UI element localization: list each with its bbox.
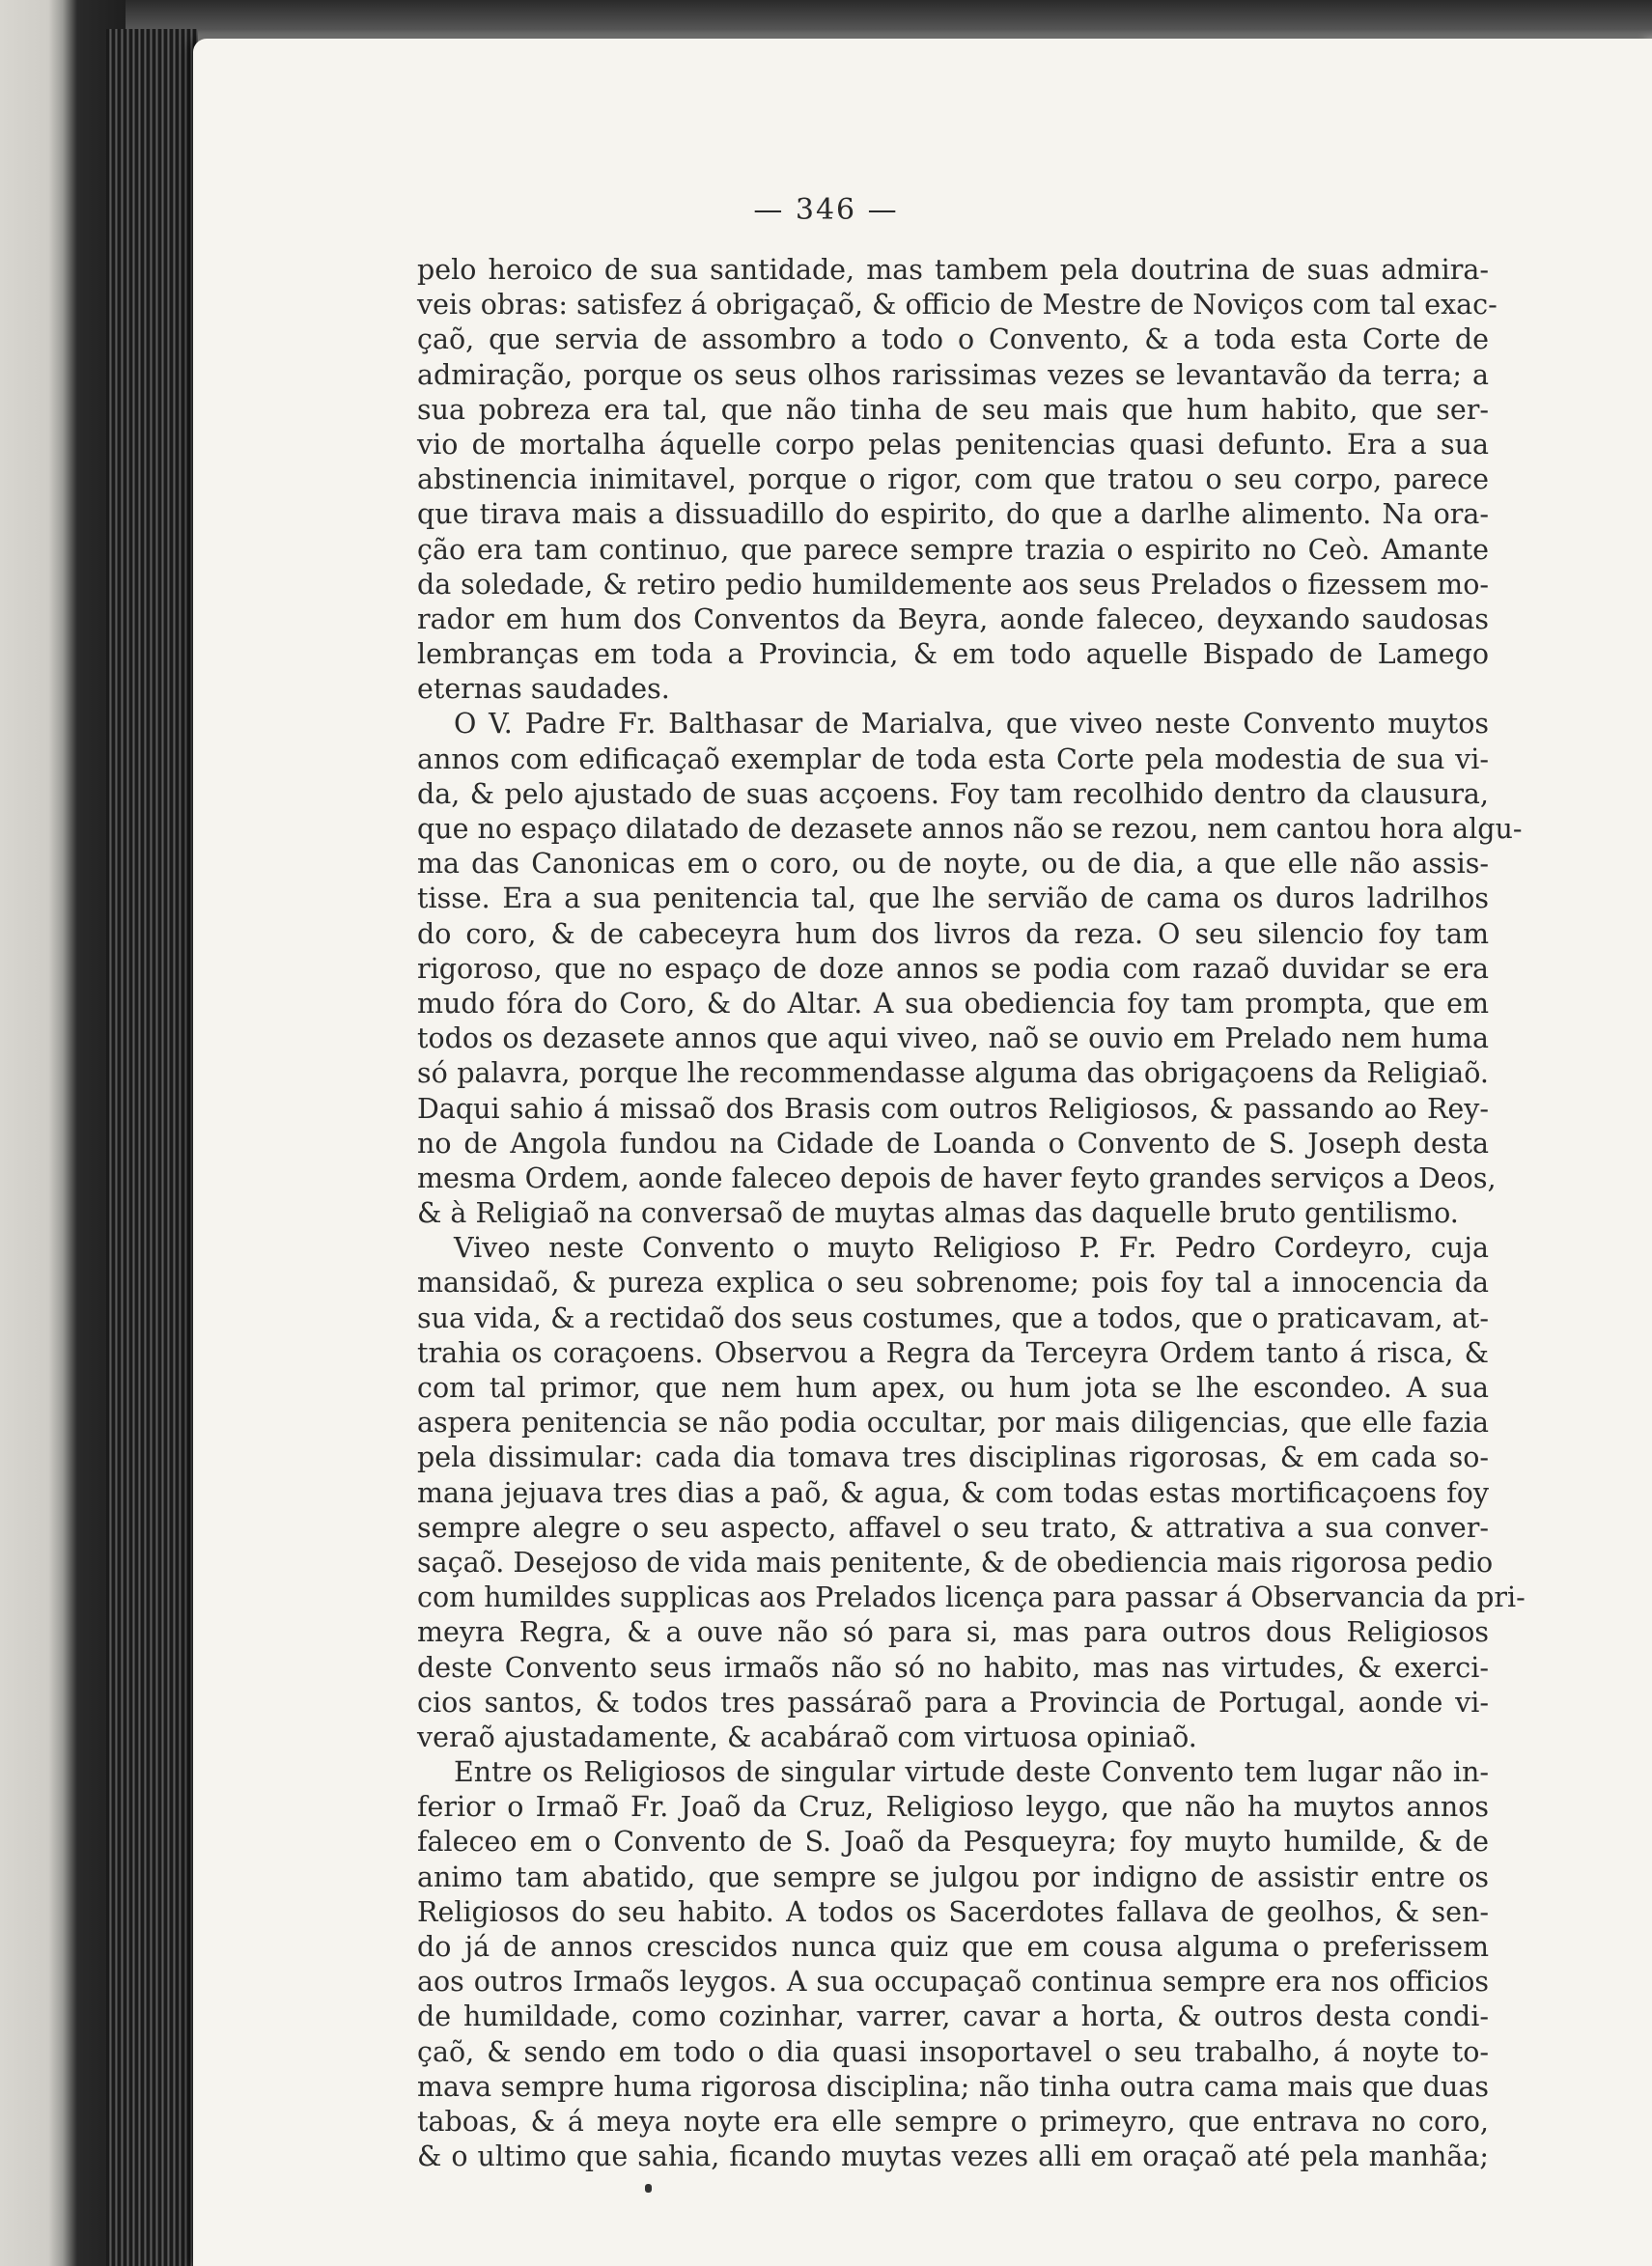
text-line: çaõ, que servia de assombro a todo o Convento, & a toda esta Corte de <box>417 323 1489 356</box>
text-line: no de Angola fundou na Cidade de Loanda o Convento de S. Joseph desta <box>417 1127 1489 1160</box>
text-line: animo tam abatido, que sempre se julgou por indigno de assistir entre os <box>417 1860 1489 1893</box>
text-line: & o ultimo que sahia, ficando muytas vezes alli em oraçaõ até pela manhãa; <box>417 2140 1489 2173</box>
text-line: mava sempre huma rigorosa disciplina; não tinha outra cama mais que duas <box>417 2070 1489 2103</box>
text-line: Viveo neste Convento o muyto Religioso P. Fr. Pedro Cordeyro, cuja <box>454 1232 1489 1265</box>
text-line: Entre os Religiosos de singular virtude deste Convento tem lugar não in- <box>454 1756 1489 1789</box>
text-line: veis obras: satisfez á obrigaçaõ, & officio de Mestre de Noviços com tal exac- <box>417 289 1498 322</box>
text-line: que no espaço dilatado de dezasete annos não se rezou, nem cantou hora algu- <box>417 813 1523 845</box>
text-line: saçaõ. Desejoso de vida mais penitente, & de obediencia mais rigorosa pedio <box>417 1546 1494 1579</box>
text-line: mansidaõ, & pureza explica o seu sobrenome; pois foy tal a innocencia da <box>417 1267 1489 1300</box>
text-line: só palavra, porque lhe recommendasse alguma das obrigaçoens da Religiaõ. <box>417 1057 1489 1090</box>
text-line: & à Religiaõ na conversaõ de muytas almas das daquelle bruto gentilismo. <box>417 1197 1459 1230</box>
body-text <box>417 253 1526 2174</box>
text-line: Daqui sahio á missaõ dos Brasis com outros Religiosos, & passando ao Rey- <box>417 1092 1489 1125</box>
text-line: mesma Ordem, aonde faleceo depois de haver feyto grandes serviços a Deos, <box>417 1161 1497 1194</box>
text-line: aos outros Irmaõs leygos. A sua occupaçaõ continua sempre era nos officios <box>417 1966 1489 1999</box>
text-line: vio de mortalha áquelle corpo pelas penitencias quasi defunto. Era a sua <box>417 428 1489 461</box>
text-line: com tal primor, que nem hum apex, ou hum jota se lhe escondeo. A sua <box>417 1372 1489 1404</box>
text-line: O V. Padre Fr. Balthasar de Marialva, que viveo neste Convento muytos <box>454 708 1489 741</box>
text-line: faleceo em o Convento de S. Joaõ da Pesqueyra; foy muyto humilde, & de <box>417 1826 1489 1859</box>
text-line: sua vida, & a rectidaõ dos seus costumes, que a todos, que o praticavam, at- <box>417 1301 1489 1334</box>
text-line: da soledade, & retiro pedio humildemente aos seus Prelados o fizessem mo- <box>417 568 1489 601</box>
text-line: taboas, & á meya noyte era elle sempre o primeyro, que entrava no coro, <box>417 2105 1489 2138</box>
text-line: veraõ ajustadamente, & acabáraõ com virtuosa opiniaõ. <box>417 1720 1197 1753</box>
text-line: do coro, & de cabeceyra hum dos livros da reza. O seu silencio foy tam <box>417 917 1489 950</box>
text-line: ção era tam continuo, que parece sempre trazia o espirito no Ceò. Amante <box>417 533 1489 566</box>
text-line: rigoroso, que no espaço de doze annos se podia com razaõ duvidar se era <box>417 952 1489 985</box>
text-line: do já de annos crescidos nunca quiz que em cousa alguma o preferissem <box>417 1931 1489 1963</box>
text-line: çaõ, & sendo em todo o dia quasi insoportavel o seu trabalho, á noyte to- <box>417 2035 1489 2068</box>
text-line: aspera penitencia se não podia occultar, por mais diligencias, que elle fazia <box>417 1407 1489 1440</box>
page-number: — 346 — <box>753 193 899 227</box>
text-line: pelo heroico de sua santidade, mas tambem pela doutrina de suas admira- <box>417 254 1489 286</box>
text-line: meyra Regra, & a ouve não só para si, mas para outros dous Religiosos <box>417 1616 1489 1649</box>
text-line: ferior o Irmaõ Fr. Joaõ da Cruz, Religioso leygo, que não ha muytos annos <box>417 1791 1489 1824</box>
text-line: cios santos, & todos tres passáraõ para a Provincia de Portugal, aonde vi- <box>417 1686 1489 1719</box>
text-line: sempre alegre o seu aspecto, affavel o seu trato, & attrativa a sua conver- <box>417 1511 1489 1544</box>
text-line: mudo fóra do Coro, & do Altar. A sua obediencia foy tam prompta, que em <box>417 987 1489 1020</box>
text-line: lembranças em toda a Provincia, & em todo aquelle Bispado de Lamego <box>417 638 1489 671</box>
text-line: sua pobreza era tal, que não tinha de seu mais que hum habito, que ser- <box>417 393 1489 426</box>
text-line: deste Convento seus irmaõs não só no habito, mas nas virtudes, & exerci- <box>417 1651 1489 1684</box>
text-line: da, & pelo ajustado de suas acçoens. Foy tam recolhido dentro da clausura, <box>417 777 1489 810</box>
text-line: pela dissimular: cada dia tomava tres disciplinas rigorosas, & em cada so- <box>417 1441 1489 1474</box>
text-line: com humildes supplicas aos Prelados licença para passar á Observancia da pri- <box>417 1581 1526 1614</box>
page-edges-stack <box>106 29 198 2266</box>
ink-mark <box>645 2184 652 2193</box>
text-line: ma das Canonicas em o coro, ou de noyte, ou de dia, a que elle não assis- <box>417 848 1489 881</box>
text-line: annos com edificaçaõ exemplar de toda esta Corte pela modestia de sua vi- <box>417 742 1489 775</box>
text-line: que tirava mais a dissuadillo do espirito, do que a darlhe alimento. Na ora- <box>417 498 1489 531</box>
text-line: trahia os coraçoens. Observou a Regra da Terceyra Ordem tanto á risca, & <box>417 1336 1489 1369</box>
text-line: rador em hum dos Conventos da Beyra, aonde faleceo, deyxando saudosas <box>417 602 1489 635</box>
text-line: Religiosos do seu habito. A todos os Sacerdotes fallava de geolhos, & sen- <box>417 1895 1489 1928</box>
text-line: eternas saudades. <box>417 673 670 706</box>
text-line: admiração, porque os seus olhos rarissimas vezes se levantavão da terra; a <box>417 358 1489 391</box>
text-line: mana jejuava tres dias a paõ, & agua, & com todas estas mortificaçoens foy <box>417 1476 1489 1509</box>
text-line: de humildade, como cozinhar, varrer, cavar a horta, & outros desta condi- <box>417 2000 1489 2033</box>
text-line: abstinencia inimitavel, porque o rigor, com que tratou o seu corpo, parece <box>417 463 1489 496</box>
text-line: tisse. Era a sua penitencia tal, que lhe servião de cama os duros ladrilhos <box>417 882 1489 915</box>
text-line: todos os dezasete annos que aqui viveo, naõ se ouvio em Prelado nem huma <box>417 1022 1489 1055</box>
